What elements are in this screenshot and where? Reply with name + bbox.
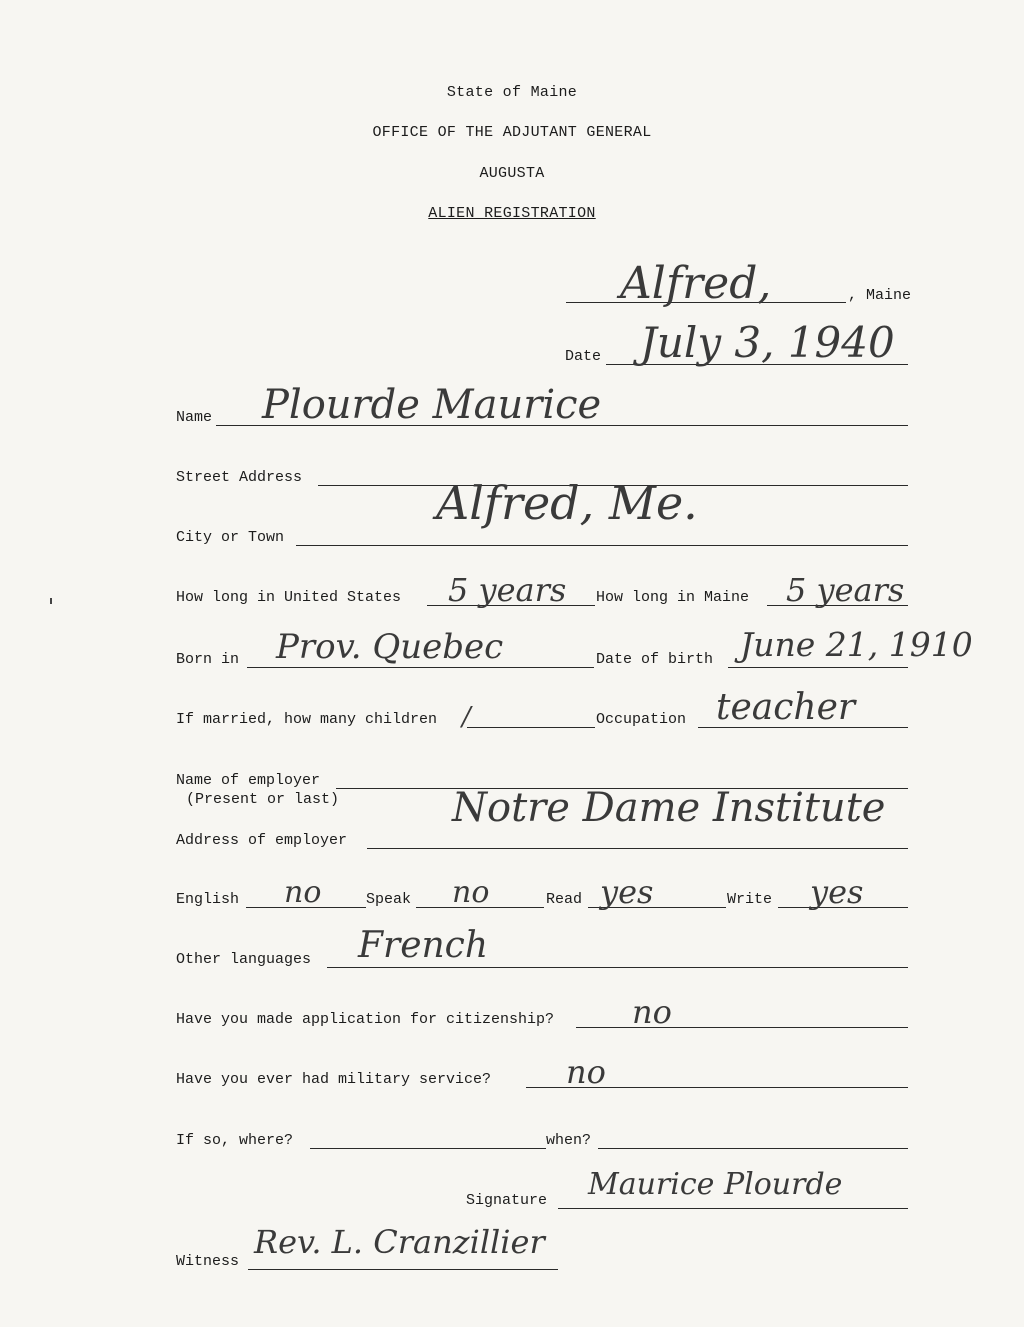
occupation-value: teacher (716, 687, 856, 728)
born-in-label: Born in (176, 651, 240, 668)
speak-label: Speak (366, 891, 412, 908)
date-label: Date (565, 348, 602, 365)
header-office: OFFICE OF THE ADJUTANT GENERAL (372, 124, 652, 141)
years-maine-value: 5 years (786, 571, 905, 609)
speak-value: no (452, 875, 490, 910)
signature-label: Signature (466, 1192, 548, 1209)
children-label: If married, how many children (176, 711, 438, 728)
signature-value: Maurice Plourde (588, 1167, 843, 1202)
city-label: City or Town (176, 529, 285, 546)
employer-value: Notre Dame Institute (452, 785, 886, 831)
employer-label: Name of employer (176, 772, 321, 789)
when-line (598, 1148, 908, 1149)
occupation-label: Occupation (596, 711, 687, 728)
witness-line (248, 1269, 558, 1270)
citizenship-label: Have you made application for citizenship? (176, 1011, 555, 1028)
paper-speck (50, 598, 52, 604)
write-value: yes (810, 873, 864, 911)
military-value: no (566, 1053, 606, 1091)
how-long-maine-label: How long in Maine (596, 589, 750, 606)
read-value: yes (600, 873, 654, 911)
other-lang-line (327, 967, 908, 968)
born-in-value: Prov. Quebec (276, 627, 504, 667)
header-state: State of Maine (446, 84, 578, 101)
witness-label: Witness (176, 1253, 240, 1270)
when-label: when? (546, 1132, 592, 1149)
years-us-value: 5 years (448, 571, 567, 609)
citizenship-line (576, 1027, 908, 1028)
name-label: Name (176, 409, 213, 426)
town-value: Alfred, (620, 258, 772, 309)
header-city: AUGUSTA (479, 165, 545, 182)
how-long-us-label: How long in United States (176, 589, 402, 606)
children-line (467, 727, 595, 728)
where-line (310, 1148, 546, 1149)
if-so-label: If so, where? (176, 1132, 294, 1149)
employer-address-line (367, 848, 908, 849)
witness-value: Rev. L. Cranzillier (254, 1223, 545, 1261)
citizenship-value: no (632, 993, 672, 1031)
english-value: no (284, 875, 322, 910)
other-lang-label: Other languages (176, 951, 312, 968)
city-line (296, 545, 908, 546)
dob-label: Date of birth (596, 651, 714, 668)
form-title: ALIEN REGISTRATION (428, 205, 596, 222)
children-dash: / (462, 702, 471, 732)
address-value: Alfred, Me. (436, 476, 698, 530)
employer-sub-label: (Present or last) (186, 791, 340, 808)
english-label: English (176, 891, 240, 908)
dob-line (728, 667, 908, 668)
street-label: Street Address (176, 469, 303, 486)
maine-label: , Maine (848, 287, 912, 304)
military-label: Have you ever had military service? (176, 1071, 492, 1088)
name-value: Plourde Maurice (262, 382, 602, 428)
signature-line (558, 1208, 908, 1209)
employer-address-label: Address of employer (176, 832, 348, 849)
born-in-line (247, 667, 594, 668)
date-value: July 3, 1940 (640, 318, 895, 367)
write-label: Write (727, 891, 773, 908)
dob-value: June 21, 1910 (740, 625, 973, 664)
other-lang-value: French (358, 925, 489, 966)
read-label: Read (546, 891, 583, 908)
